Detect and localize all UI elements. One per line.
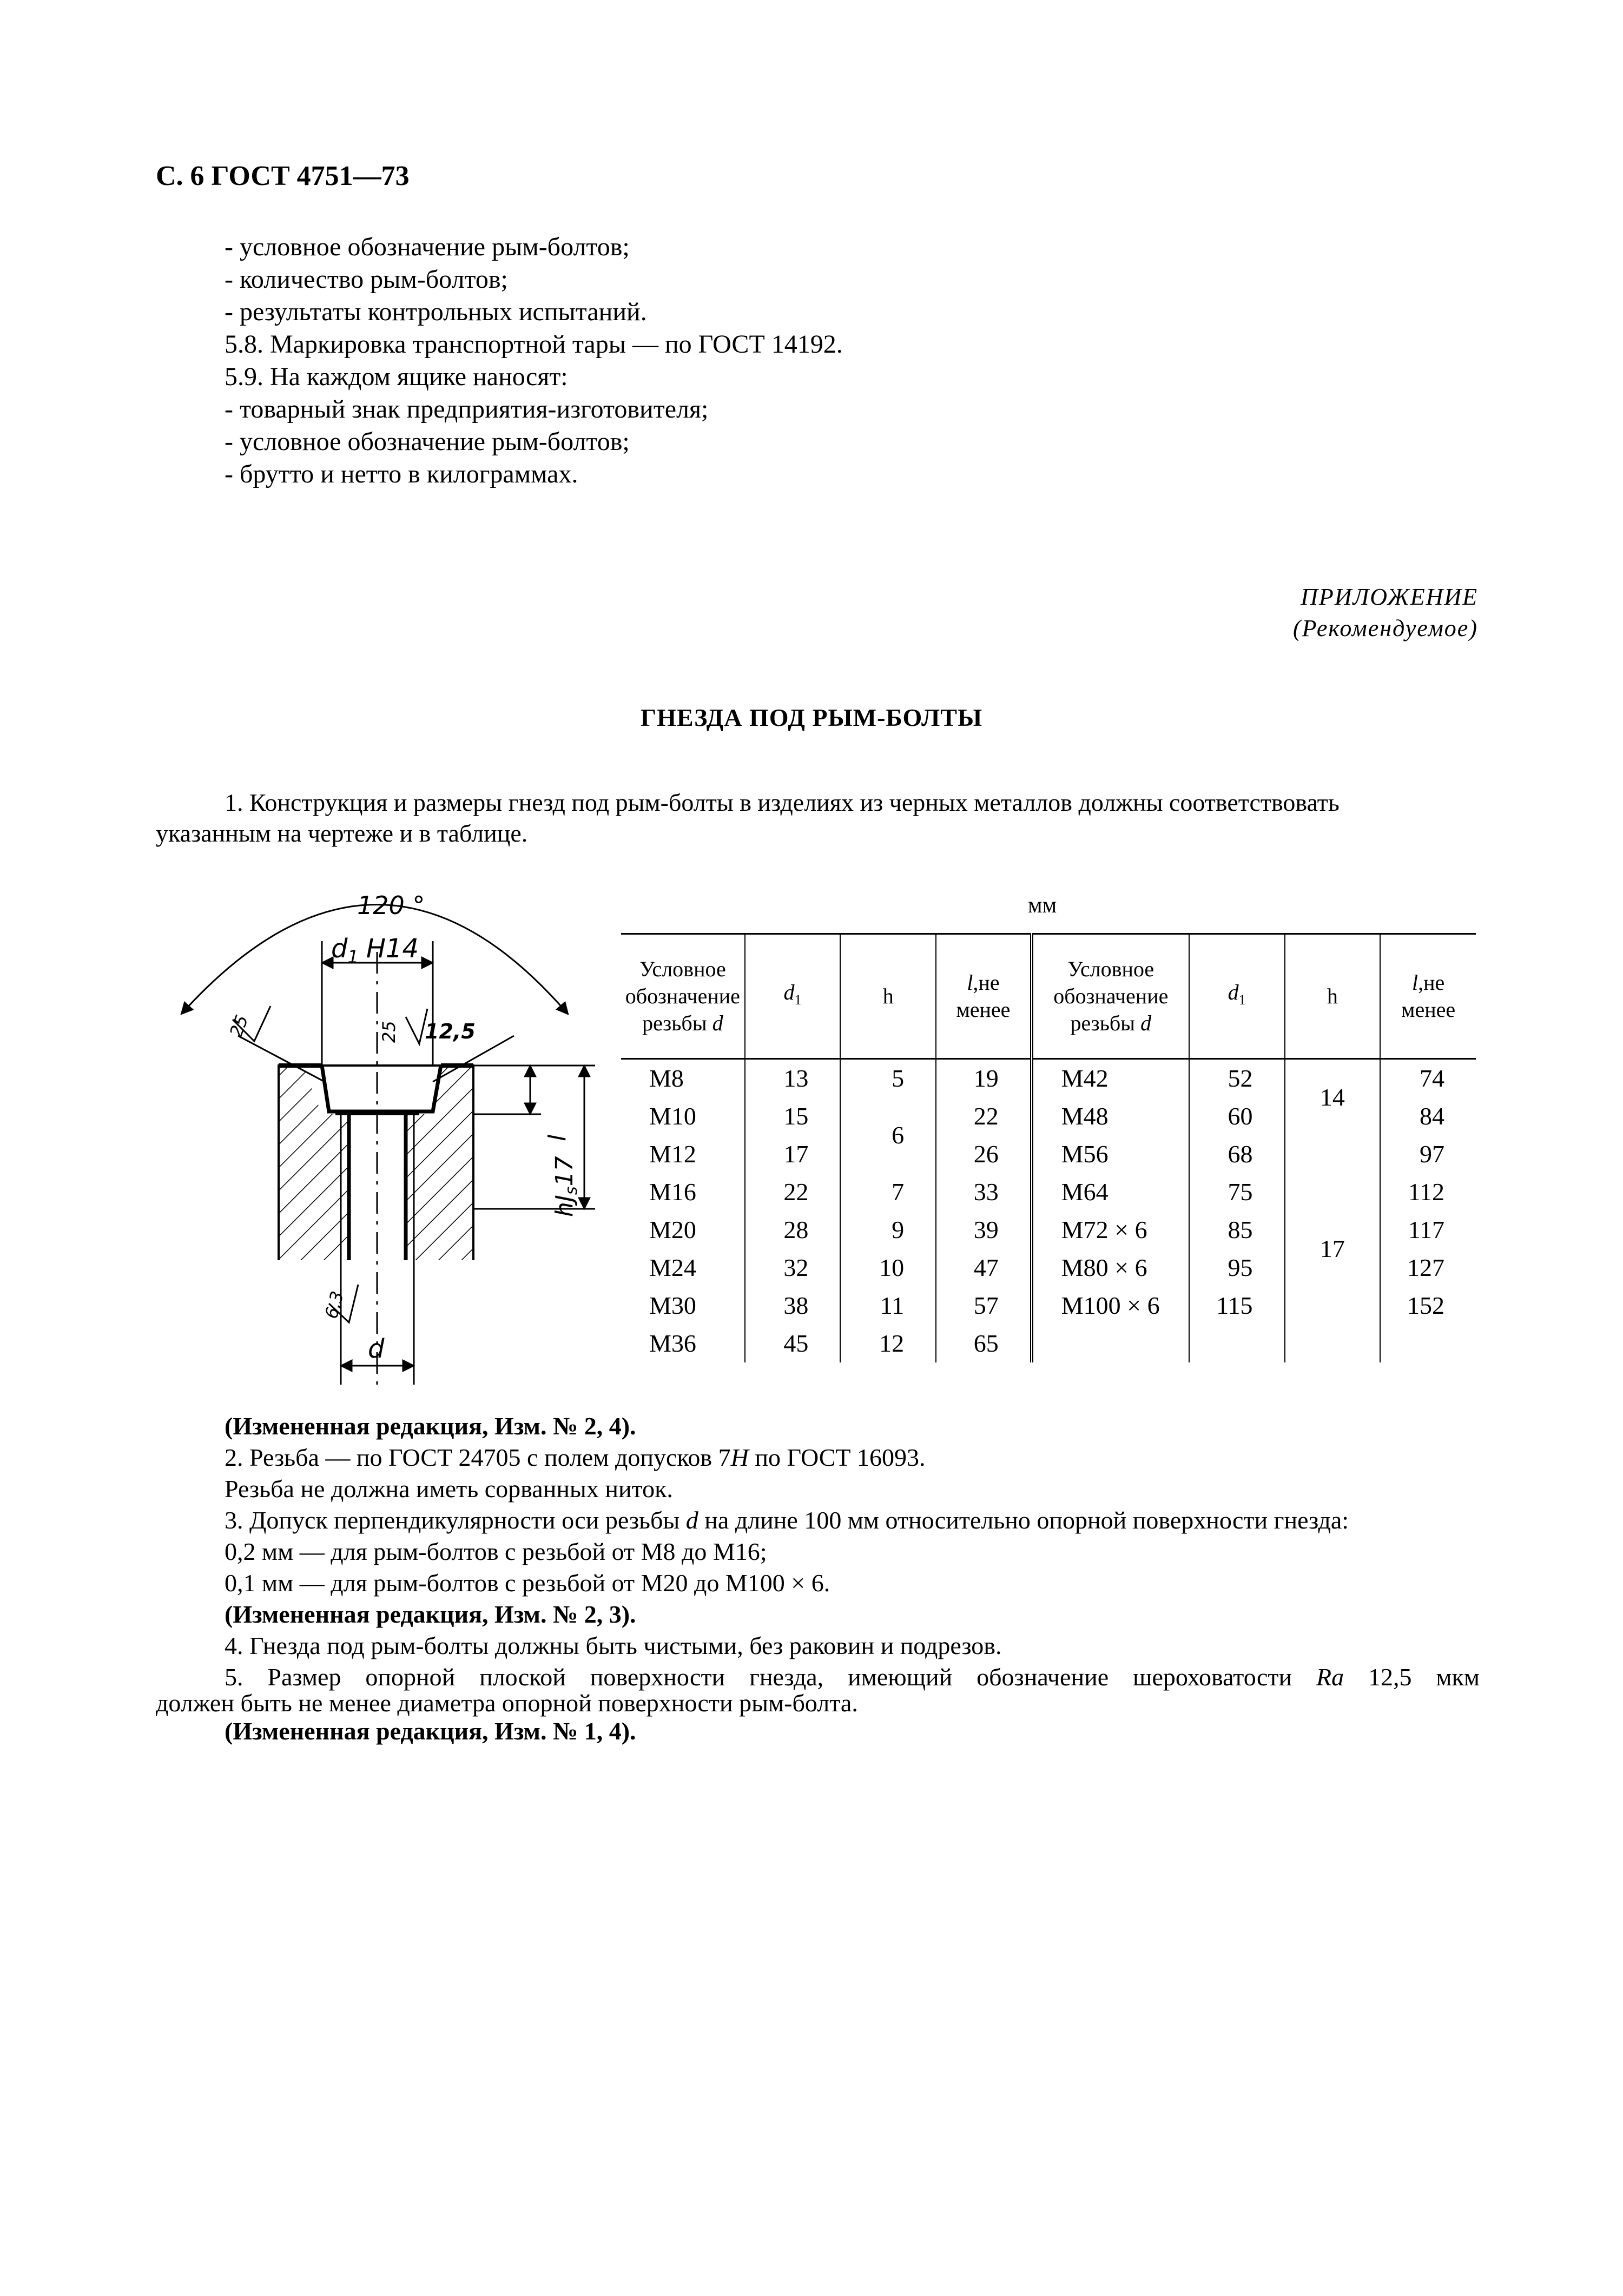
cell-d1: 13 xyxy=(745,1059,841,1098)
paragraph-3-line-3: 0,1 мм — для рым-болтов с резьбой от М20 до М100 × 6. xyxy=(225,1569,830,1597)
hjs-label: hJs17 xyxy=(551,1156,581,1217)
cell-d1: 95 xyxy=(1189,1249,1285,1287)
cell-designation: М100 × 6 xyxy=(1032,1287,1189,1325)
cell-d1: 75 xyxy=(1189,1173,1285,1211)
paragraph-1-line-1: 1. Конструкция и размеры гнезд под рым-болты в изделиях из черных металлов должны соответствовать xyxy=(225,789,1340,816)
cell-l: 74 xyxy=(1380,1059,1476,1098)
cell-l: 33 xyxy=(936,1173,1032,1211)
angle-label: 120 ° xyxy=(357,891,425,920)
cell-d1: 45 xyxy=(745,1325,841,1362)
header-h: h xyxy=(1285,934,1381,1059)
cell-h: 12 xyxy=(840,1325,936,1362)
cell-l: 26 xyxy=(936,1135,1032,1173)
appendix-title: ПРИЛОЖЕНИЕ xyxy=(1301,584,1478,610)
table-row xyxy=(621,1059,1476,1098)
cell-designation: М24 xyxy=(649,1254,696,1281)
roughness-label: 12,5 xyxy=(425,1020,476,1043)
d-label: d xyxy=(368,1334,385,1364)
paragraph-5-line-1: 5. Размер опорной плоской поверхности гнезда, имеющий обозначение шероховатости Ra 12,5 мкм xyxy=(225,1663,1480,1691)
cell-l: 47 xyxy=(936,1249,1032,1287)
cell-designation: М8 xyxy=(649,1064,684,1092)
list-item: - условное обозначение рым-болтов; xyxy=(225,427,630,456)
cell-h: 14 xyxy=(1285,1059,1381,1136)
list-item: - брутто и нетто в килограммах. xyxy=(225,460,578,488)
list-item: - количество рым-болтов; xyxy=(225,265,508,294)
cell-d1: 52 xyxy=(1189,1059,1285,1098)
edit-note-1: (Измененная редакция, Изм. № 2, 4). xyxy=(225,1412,636,1440)
header-l: l,не менее xyxy=(936,934,1032,1059)
paragraph-3-line-1: 3. Допуск перпендикулярности оси резьбы d на длине 100 мм относительно опорной поверхности гнезда: xyxy=(225,1506,1349,1534)
l-label: l xyxy=(544,1134,571,1141)
cell-h: 9 xyxy=(840,1211,936,1249)
cell-d1: 28 xyxy=(745,1211,841,1249)
cell-l: 127 xyxy=(1380,1249,1476,1287)
cell-l: 84 xyxy=(1380,1097,1476,1135)
dimensions-table xyxy=(621,933,1476,1362)
paragraph-5-line-2: должен быть не менее диаметра опорной поверхности рым-болта. xyxy=(156,1689,858,1717)
cell-h: 10 xyxy=(840,1249,936,1287)
cell-d1: 68 xyxy=(1189,1135,1285,1173)
table-header-row xyxy=(621,934,1476,1059)
roughness-icon xyxy=(406,1009,427,1044)
cell-d1: 85 xyxy=(1189,1211,1285,1249)
roughness-label: 25 xyxy=(225,1012,253,1040)
header-h: h xyxy=(840,934,936,1059)
cell-h: 7 xyxy=(840,1173,936,1211)
cell-designation: М56 xyxy=(1032,1135,1189,1173)
list-item: - товарный знак предприятия-изготовителя; xyxy=(225,395,709,424)
cell-designation: М72 × 6 xyxy=(1032,1211,1189,1249)
list-item: 5.8. Маркировка транспортной тары — по ГОСТ 14192. xyxy=(225,330,843,359)
appendix-subtitle: (Рекомендуемое) xyxy=(1292,615,1478,641)
cell-l: 19 xyxy=(936,1059,1032,1098)
cell-l: 97 xyxy=(1380,1135,1476,1173)
cell-l: 57 xyxy=(936,1287,1032,1325)
cell-l: 39 xyxy=(936,1211,1032,1249)
paragraph-1-line-2: указанным на чертеже и в таблице. xyxy=(156,819,528,847)
roughness-label: 6,3 xyxy=(321,1289,348,1321)
cell-l: 152 xyxy=(1380,1287,1476,1325)
cell-designation: М48 xyxy=(1032,1097,1189,1135)
cell-d1: 15 xyxy=(745,1097,841,1135)
cell-h: 17 xyxy=(1285,1135,1381,1362)
header-designation: Условное обозначение резьбы d xyxy=(1032,934,1189,1059)
d1-label: $d_1$ H14 xyxy=(331,934,419,967)
roughness-label: 25 xyxy=(379,1021,399,1043)
cell-designation: М20 xyxy=(649,1216,696,1243)
cell-designation xyxy=(1032,1325,1189,1362)
section-title: ГНЕЗДА ПОД РЫМ-БОЛТЫ xyxy=(640,704,983,731)
cell-l: 117 xyxy=(1380,1211,1476,1249)
cell-l: 22 xyxy=(936,1097,1032,1135)
cell-designation: М12 xyxy=(649,1140,696,1168)
edit-note-2: (Измененная редакция, Изм. № 2, 3). xyxy=(225,1600,636,1628)
cell-h: 5 xyxy=(840,1059,936,1098)
header-designation: Условное обозначение резьбы d xyxy=(621,934,745,1059)
cell-d1 xyxy=(1189,1325,1285,1362)
cell-l: 112 xyxy=(1380,1173,1476,1211)
cell-d1: 60 xyxy=(1189,1097,1285,1135)
table-row xyxy=(621,1135,1476,1173)
list-item: - условное обозначение рым-болтов; xyxy=(225,233,630,261)
cell-d1: 38 xyxy=(745,1287,841,1325)
paragraph-2-line-2: Резьба не должна иметь сорванных ниток. xyxy=(225,1475,673,1503)
cell-designation: М30 xyxy=(649,1292,696,1319)
cell-designation: М10 xyxy=(649,1102,696,1130)
cell-designation: М36 xyxy=(649,1329,696,1357)
page-header: С. 6 ГОСТ 4751—73 xyxy=(156,161,410,191)
cell-designation: М16 xyxy=(649,1178,696,1206)
cell-d1: 22 xyxy=(745,1173,841,1211)
cell-d1: 17 xyxy=(745,1135,841,1173)
socket-drawing xyxy=(157,882,617,1395)
header-d1: $d_1$ xyxy=(1189,934,1285,1059)
list-item: 5.9. На каждом ящике наносят: xyxy=(225,362,568,391)
cell-designation: М42 xyxy=(1032,1059,1189,1098)
edit-note-3: (Измененная редакция, Изм. № 1, 4). xyxy=(225,1717,636,1745)
cell-d1: 32 xyxy=(745,1249,841,1287)
paragraph-2-line-1: 2. Резьба — по ГОСТ 24705 с полем допусков 7H по ГОСТ 16093. xyxy=(225,1444,926,1471)
cell-h: 11 xyxy=(840,1287,936,1325)
paragraph-3-line-2: 0,2 мм — для рым-болтов с резьбой от М8 до М16; xyxy=(225,1538,767,1565)
list-item: - результаты контрольных испытаний. xyxy=(225,297,647,326)
table-unit: мм xyxy=(1028,893,1057,918)
cell-designation: М80 × 6 xyxy=(1032,1249,1189,1287)
cell-l: 65 xyxy=(936,1325,1032,1362)
cell-h: 6 xyxy=(840,1097,936,1173)
appendix-label xyxy=(1293,581,1478,644)
cell-l xyxy=(1380,1325,1476,1362)
header-d1: $d_1$ xyxy=(745,934,841,1059)
cell-designation: М64 xyxy=(1032,1173,1189,1211)
header-l: l,не менее xyxy=(1380,934,1476,1059)
paragraph-4: 4. Гнезда под рым-болты должны быть чистыми, без раковин и подрезов. xyxy=(225,1632,1002,1659)
cell-d1: 115 xyxy=(1189,1287,1285,1325)
